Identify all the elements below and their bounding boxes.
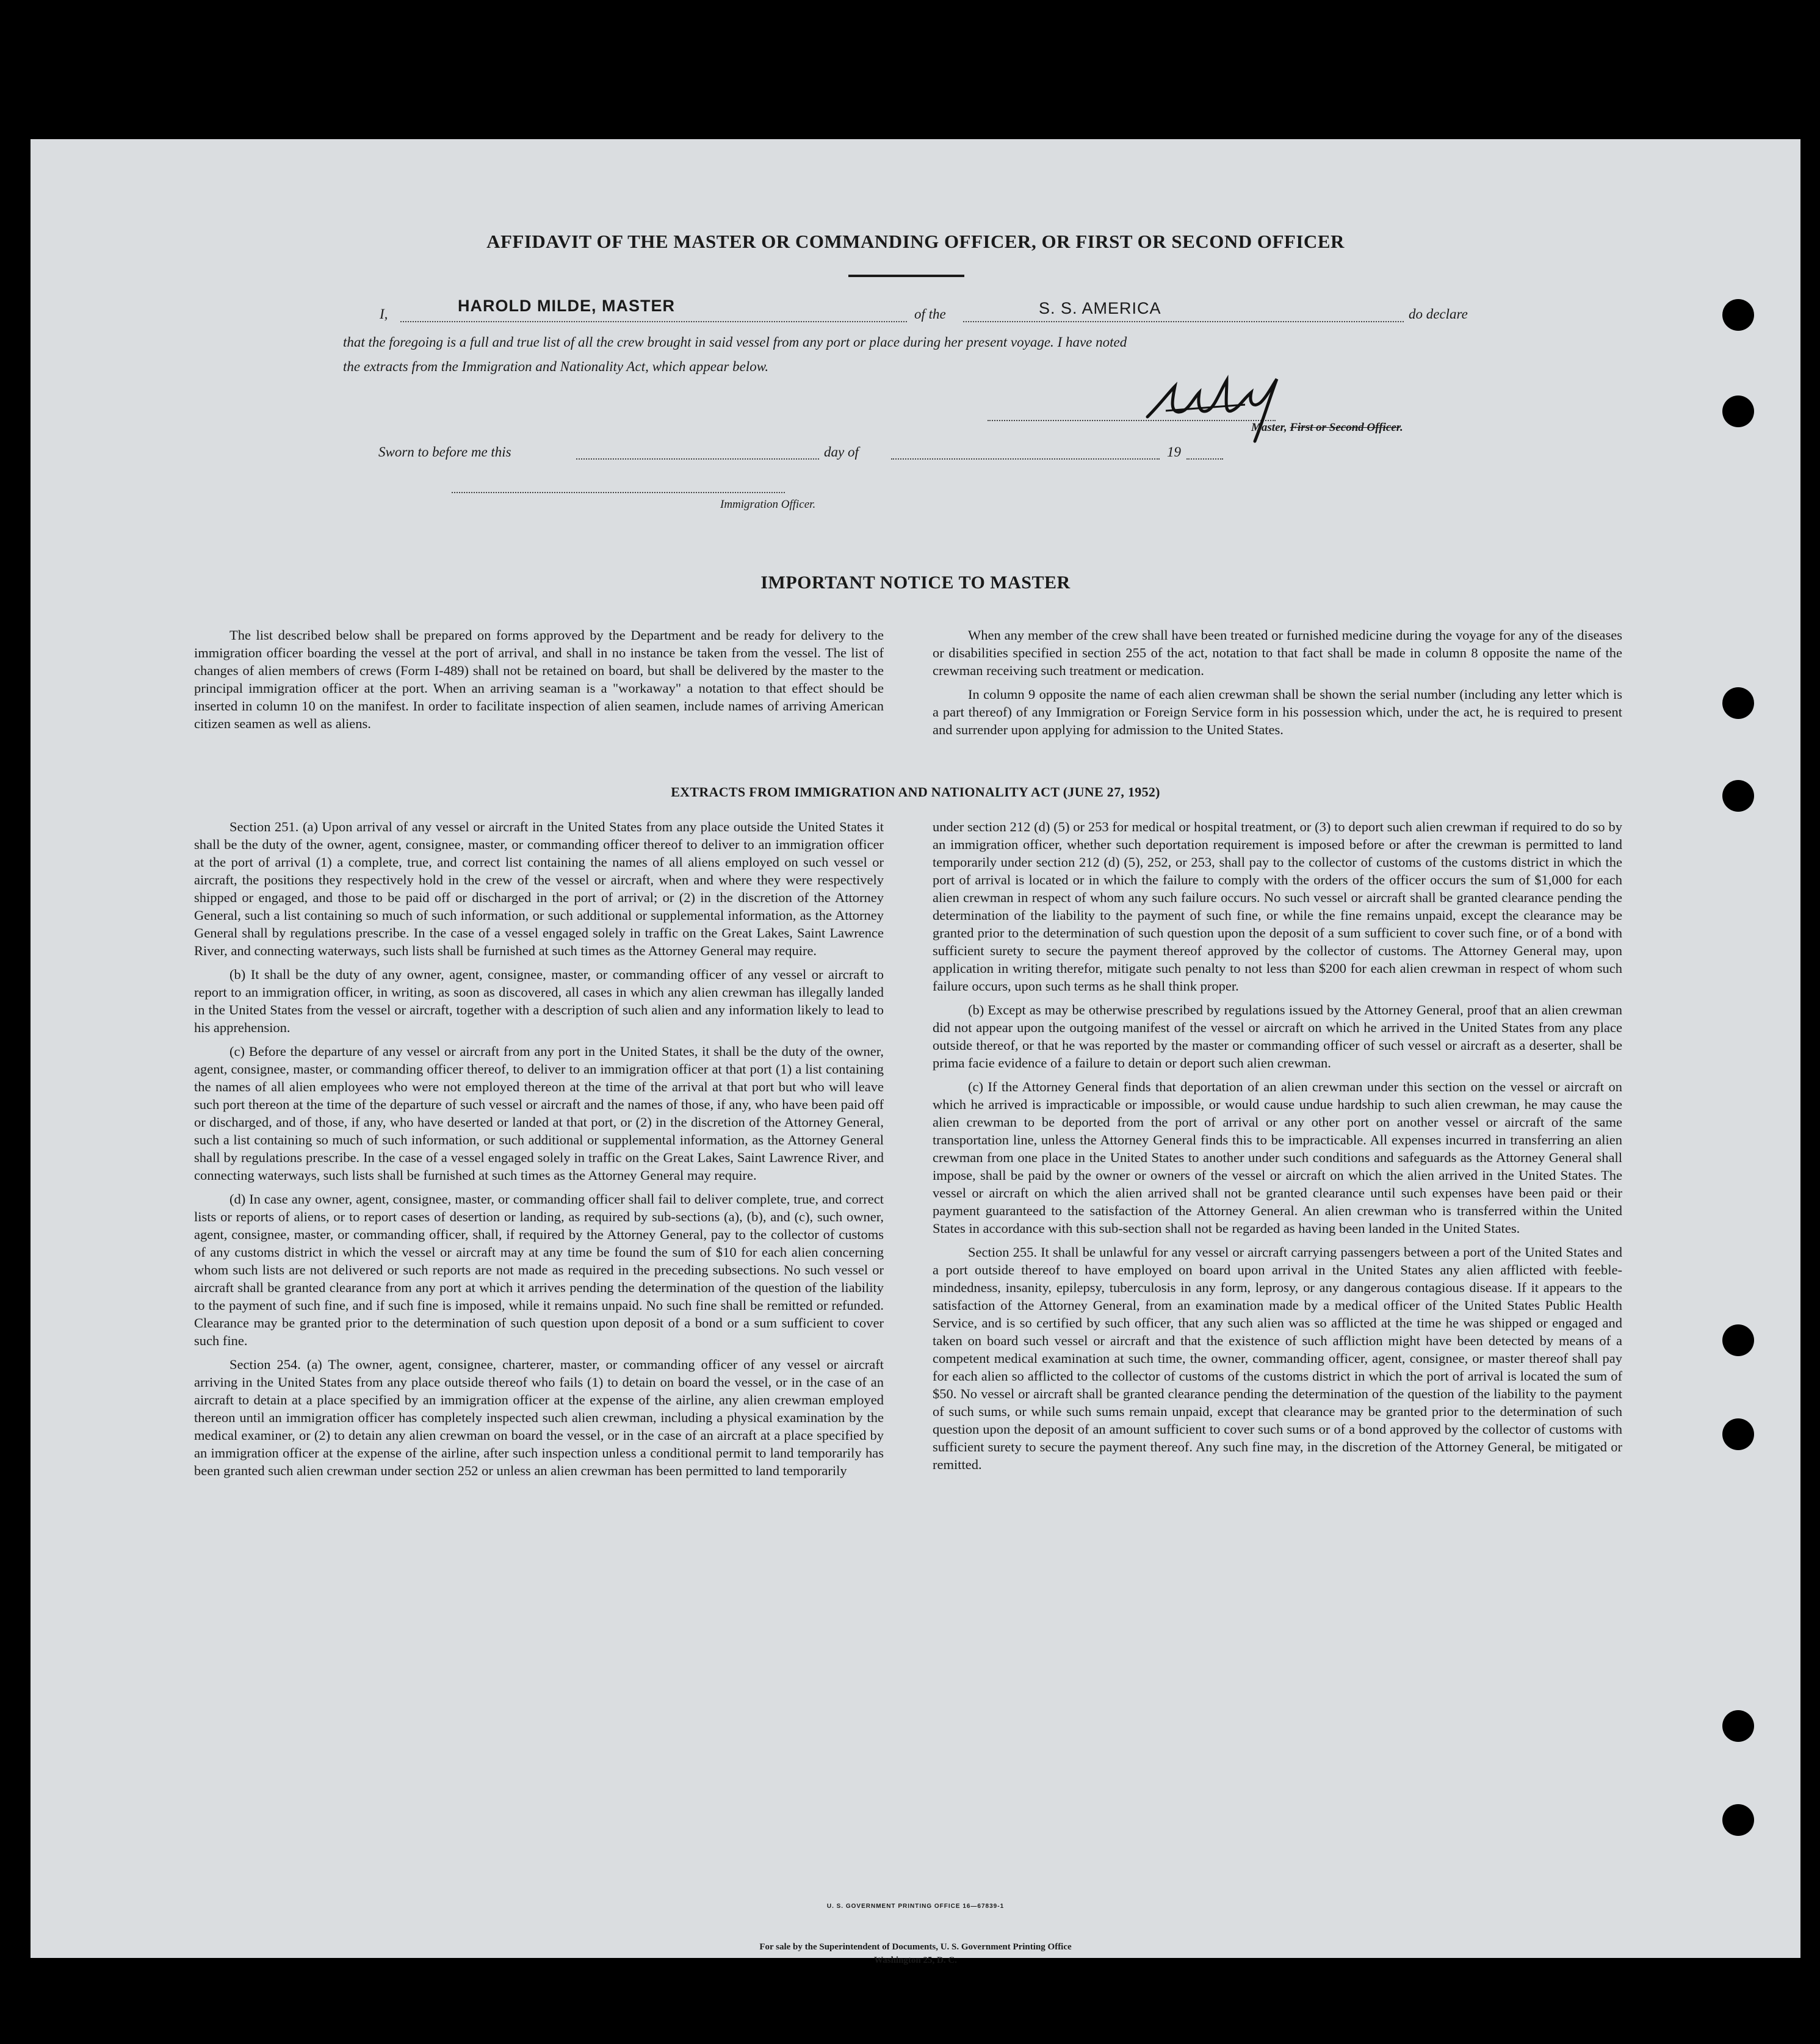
i-label: I, — [380, 306, 388, 322]
master-name-field[interactable]: HAROLD MILDE, MASTER — [458, 297, 675, 315]
notice-left-column — [194, 626, 884, 732]
signature-caption — [1251, 421, 1403, 435]
notice-left-paragraph: The list described below shall be prepared on forms approved by the Department and be ready for delivery to the immigration officer boarding the vessel at the port of arrival, and shall in no instance be taken from the vessel. The list of changes of alien members of crews (Form I-489) shall not be retained on board, but shall be delivered by the master to the principal immigration officer at the port. When an arriving seaman is a "workaway" a notation to that effect should be inserted in column 10 on the manifest. In order to facilitate inspection of alien seamen, include names of arriving American citizen seamen as well as aliens. — [194, 627, 884, 731]
affidavit-title: AFFIDAVIT OF THE MASTER OR COMMANDING OFFICER, OR FIRST OR SECOND OFFICER — [486, 231, 1345, 252]
extract-section-254c: (c) If the Attorney General finds that deportation of an alien crewman under this section on the vessel or aircraft on which he arrived is impracticable or impossible, or would cause undue hardship to such alien crewman, he may cause the alien crewman to be deported from the port of arrival or any other port on another vessel or aircraft of the same transportation line, unless the Attorney General finds this to be impracticable. All expenses incurred in transferring an alien crewman from one place in the United States to another under such conditions and safeguards as the Attorney General shall impose, shall be paid by the owner or owners of the vessel or aircraft on which the alien arrived in the United States. The vessel or aircraft on which the alien arrived shall not be granted clearance until such expenses have been paid or their payment guaranteed to the satisfaction of the Attorney General. An alien crewman who is transferred within the United States in accordance with this sub-section shall not be regarded as having been landed in the United States. — [933, 1079, 1622, 1236]
name-dotted-line — [400, 321, 907, 322]
binder-hole — [1722, 1710, 1754, 1742]
notice-title: IMPORTANT NOTICE TO MASTER — [760, 572, 1071, 593]
sworn-year-dotted-line — [1186, 458, 1223, 460]
notice-right-paragraph-1: When any member of the crew shall have been treated or furnished medicine during the voyage for any of the diseases or disabilities specified in section 255 of the act, notation to that fact shall be made in column 8 opposite the name of the crewman receiving such treatment or medication. — [933, 627, 1622, 678]
signature-caption-period: . — [1400, 421, 1403, 434]
binder-hole — [1722, 1324, 1754, 1356]
binder-hole — [1722, 687, 1754, 719]
statement-line-2: the extracts from the Immigration and Nationality Act, which appear below. — [343, 359, 769, 374]
title-rule — [848, 275, 964, 277]
extracts-left-column — [194, 818, 884, 1479]
binder-hole — [1722, 1804, 1754, 1836]
notice-right-paragraph-2: In column 9 opposite the name of each alien crewman shall be shown the serial number (including any letter which is a part thereof) of any Immigration or Foreign Service form in his possession which, under the act, he is required to present and surrender upon applying for admission to the United States. — [933, 687, 1622, 737]
sworn-label: Sworn to before me this — [378, 444, 511, 460]
statement-line-1: that the foregoing is a full and true list of all the crew brought in said vessel from any port or place during her present voyage. I have noted — [343, 334, 1127, 350]
year-label: 19 — [1167, 444, 1181, 460]
of-the-label: of the — [914, 306, 946, 322]
sworn-month-dotted-line — [891, 458, 1160, 460]
sale-notice-line-1: For sale by the Superintendent of Documents, U. S. Government Printing Office — [759, 1942, 1072, 1952]
day-of-label: day of — [824, 444, 859, 460]
gpo-imprint: U. S. GOVERNMENT PRINTING OFFICE 16—67839-1 — [826, 1903, 1005, 1910]
binder-hole — [1722, 395, 1754, 427]
sworn-day-dotted-line — [576, 458, 819, 460]
extract-section-251d: (d) In case any owner, agent, consignee, master, or commanding officer shall fail to deliver complete, true, and correct lists or reports of aliens, or to report cases of desertion or landing, as required by sub-sections (a), (b), and (c), such owner, agent, consignee, master, or commanding officer, shall, if required by the Attorney General, pay to the collector of customs of any customs district in which the vessel or aircraft may at any time be found the sum of $10 for each alien concerning whom such lists are not delivered or such reports are not made as required in the preceding subsections. No such vessel or aircraft shall be granted clearance from any port at which it arrives pending the determination of the question of the liability to the payment of such fine, and if such fine is imposed, while it remains unpaid. No such fine shall be remitted or refunded. Clearance may be granted prior to the determination of such question upon deposit of a bond or a sum sufficient to cover such fine. — [194, 1191, 884, 1348]
extract-section-254b: (b) Except as may be otherwise prescribed by regulations issued by the Attorney General, proof that an alien crewman did not appear upon the outgoing manifest of the vessel or aircraft on which he arrived in the United States from any place outside thereof, or that he was reported by the master or commanding officer of such vessel or aircraft as a deserter, shall be prima facie evidence of a failure to detain or deport such alien crewman. — [933, 1002, 1622, 1071]
officer-dotted-line — [452, 492, 785, 493]
signature-caption-struck: First or Second Officer — [1290, 421, 1401, 434]
extracts-title: EXTRACTS FROM IMMIGRATION AND NATIONALITY ACT (JUNE 27, 1952) — [671, 784, 1160, 800]
extract-section-251c: (c) Before the departure of any vessel or aircraft from any port in the United States, it shall be the duty of the owner, agent, consignee, master, or commanding officer thereof, to deliver to an immigration officer at that port (1) a list containing the names of all alien employees who were not employed thereon at the time of the arrival at that port but who will leave such port thereon at the time of the departure of such vessel or aircraft and the names of those, if any, who have been paid off or discharged, and of those, if any, who have deserted or landed at that port, or (2) in the discretion of the Attorney General, such a list containing so much of such information, or such additional or supplemental information, as the Attorney General shall by regulations prescribe. In the case of a vessel engaged solely in traffic on the Great Lakes, Saint Lawrence River, and connecting waterways, such lists shall be furnished at such times as the Attorney General may require. — [194, 1044, 884, 1183]
immigration-officer-label: Immigration Officer. — [720, 498, 816, 511]
form-page — [31, 139, 1800, 1965]
sale-notice-line-2: Washington 25, D. C. — [874, 1956, 957, 1965]
extract-section-254a-cont: under section 212 (d) (5) or 253 for medical or hospital treatment, or (3) to deport such alien crewman if required to do so by an immigration officer, whether such deportation requirement is imposed before or after the crewman is permitted to land temporarily under section 212 (d) (5), 252, or 253, shall pay to the collector of customs of the customs district in which the port of arrival is located or in which the failure to comply with the orders of the officer occurs the sum of $1,000 for each alien crewman in respect of whom any such failure occurs. No such vessel or aircraft shall be granted clearance pending the determination of the liability to the payment of such fine, or while the fine remains unpaid, except the clearance may be granted prior to the determination of such question upon the deposit of a sum sufficient to cover such fine, or of a bond with sufficient surety to secure the payment thereof approved by the collector of customs. The Attorney General may, upon application in writing therefor, mitigate such penalty to not less than $200 for each alien crewman in respect of whom such failure occurs, upon such terms as he shall think proper. — [933, 819, 1622, 994]
extract-section-255: Section 255. It shall be unlawful for any vessel or aircraft carrying passengers between a port of the United States and a port outside thereof to have employed on board upon arrival in the United States any alien afflicted with feeble-mindedness, insanity, epilepsy, tuberculosis in any form, leprosy, or any dangerous contagious disease. If it appears to the satisfaction of the Attorney General, from an examination made by a medical officer of the United States Public Health Service, and is so certified by such officer, that any such alien was so afflicted at the time he was shipped or engaged and taken on board such vessel or aircraft and that the existence of such affliction might have been detected by means of a competent medical examination at such time, the owner, commanding officer, agent, consignee, or master thereof shall pay for each alien so afflicted to the collector of customs of the customs district in which the port of arrival is located the sum of $50. No vessel or aircraft shall be granted clearance pending the determination of the question of the liability to the payment of such sums, or while such sums remain unpaid, except that clearance may be granted prior to the determination of such question upon the deposit of an amount sufficient to cover such sums or of a bond approved by the collector of customs with sufficient surety to secure the payment thereof. Any such fine may, in the discretion of the Attorney General, be mitigated or remitted. — [933, 1244, 1622, 1472]
binder-hole — [1722, 299, 1754, 331]
signature-caption-master: Master, — [1251, 421, 1287, 434]
declare-label: do declare — [1409, 306, 1468, 322]
vessel-dotted-line — [963, 321, 1404, 322]
extract-section-251b: (b) It shall be the duty of any owner, agent, consignee, master, or commanding officer of any vessel or aircraft to report to an immigration officer, in writing, as soon as discovered, all cases in which any alien crewman has illegally landed in the United States from the vessel or aircraft, together with a description of such alien and any information likely to lead to his apprehension. — [194, 967, 884, 1035]
binder-hole — [1722, 1418, 1754, 1450]
vessel-name-field[interactable]: S. S. AMERICA — [1039, 299, 1161, 317]
extract-section-251a: Section 251. (a) Upon arrival of any vessel or aircraft in the United States from any place outside the United States it shall be the duty of the owner, agent, consignee, master, or commanding officer thereof to deliver to an immigration officer at the port of arrival (1) a complete, true, and correct list containing the names of all aliens employed on such vessel or aircraft, the positions they respectively hold in the crew of the vessel or aircraft, when and where they were respectively shipped or engaged, and those to be paid off or discharged in the port of arrival; or (2) in the discretion of the Attorney General, such a list containing so much of such information, or such additional or supplemental information, as the Attorney General shall by regulations prescribe. In the case of a vessel engaged solely in traffic on the Great Lakes, Saint Lawrence River, and connecting waterways, such lists shall be furnished at such times as the Attorney General may require. — [194, 819, 884, 958]
extract-section-254a: Section 254. (a) The owner, agent, consignee, charterer, master, or commanding officer of any vessel or aircraft arriving in the United States from any place outside thereof who fails (1) to detain on board the vessel, or in the case of an aircraft to detain at a place specified by an immigration officer at the expense of the airline, any alien crewman employed thereon until an immigration officer has completely inspected such alien crewman, including a physical examination by the medical examiner, or (2) to detain any alien crewman on board the vessel, or in the case of an aircraft at a place specified by an immigration officer at the expense of the airline, after such inspection unless a conditional permit to land temporarily has been granted such alien crewman under section 252 or unless an alien crewman has been permitted to land temporarily — [194, 1357, 884, 1478]
extracts-right-column — [933, 818, 1622, 1473]
notice-right-column — [933, 626, 1622, 739]
master-signature — [1141, 368, 1288, 447]
